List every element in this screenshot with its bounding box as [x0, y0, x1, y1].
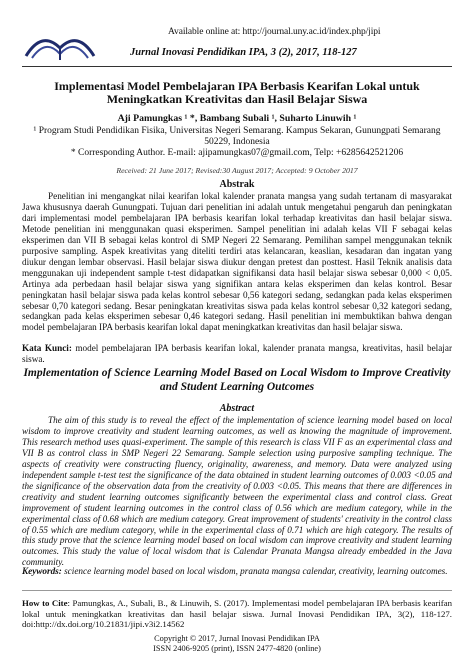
- copyright-line: Copyright © 2017, Jurnal Inovasi Pendidikan IPA: [154, 634, 320, 643]
- footer-copyright: [22, 634, 452, 655]
- how-to-cite-text: : Pamungkas, A., Subali, B., & Linuwih, S. (2017). Implementasi model pembelajaran IPA berbasis kearifan lokal untuk meningkatkan kreativitas dan hasil belajar siswa. Jurnal Inovasi Pendidikan IPA, 3(2), 118-127. doi:http://dx.doi.org/10.21831/jipi.v3i2.14562: [22, 598, 452, 630]
- affiliation-line: ¹ Program Studi Pendidikan Fisika, Universitas Negeri Semarang. Kampus Sekaran, Gunungpati Semarang 50229, Indonesia: [33, 126, 441, 147]
- keywords-label: Keywords:: [22, 566, 62, 576]
- header-divider: [22, 66, 452, 67]
- abstrak-body: Penelitian ini mengangkat nilai kearifan lokal kalender pranata mangsa yang sudah tertanam di masyarakat Jawa khususnya daerah Gunungpati. Tujuan dari penelitian ini adalah untuk mengetahui pengaruh dan peningkatan dari implementasi model pembelajaran IPA berbasis kearifan lokal terhadap kreativitas dan hasil belajar siswa. Metode penelitian ini menggunakan quasi eksperimen. Sampel penelitian ini adalah kelas VII F sebagai kelas eksperimen dan VII B sebagai kelas kontrol di SMP Negeri 22 Semarang. Pemilihan sampel menggunakan teknik purposive sampling. Aspek kreativitas yang diteliti terdiri atas kelancaran, keaslian, kesadaran dan ingatan yang diukur dengan lembar observasi. Hasil belajar siswa diukur dengan pretest dan posttest. Hasil Teknik analisis data menggunakan uji independent sample t-test didapatkan signifikansi data hasil belajar siswa sebesar 0,000 < 0,05. Artinya ada perbedaan hasil belajar siswa yang signifikan antara kelas eksperimen dan kelas kontrol. Besar peningkatan hasil belajar siswa pada kelas kontrol sebesar 0,56 kategori sedang, sedangkan pada kelas eksperimen sebesar 0,70 kategori sedang. Besar peningkatan kreativitas siswa pada kelas kontrol sebesar 0,32 kategori sedang, sedangkan pada kelas eksperimen sebesar 0,46 kategori sedang. Hasil penelitian ini membuktikan bahwa dengan model pembelajaran IPA berbasis kearifan lokal dapat meningkatkan kreativitas dan hasil belajar siswa.: [22, 191, 452, 333]
- kata-kunci: [22, 343, 452, 365]
- author-affiliation: [22, 126, 452, 159]
- kata-kunci-text: model pembelajaran IPA berbasis kearifan lokal, kalender pranata mangsa, kreativitas, hasil belajar siswa.: [22, 343, 452, 364]
- keywords-text: science learning model based on local wisdom, pranata mangsa calendar, creativity, learning outcomes.: [64, 566, 448, 576]
- available-online-text: Available online at: http://journal.uny.ac.id/index.php/jipi: [168, 27, 381, 37]
- article-dates: Received: 21 June 2017; Revised:30 August 2017; Accepted: 9 October 2017: [116, 166, 358, 175]
- how-to-cite-label: How to Cite: [22, 598, 68, 608]
- issn-line: ISSN 2406-9205 (print), ISSN 2477-4820 (online): [153, 644, 321, 654]
- journal-logo-icon: [22, 22, 98, 62]
- how-to-cite: [22, 598, 452, 630]
- article-authors: Aji Pamungkas ¹ *, Bambang Subali ¹, Suharto Linuwih ¹: [117, 113, 357, 124]
- kata-kunci-label: Kata Kunci:: [22, 343, 72, 353]
- english-keywords: [22, 566, 452, 577]
- article-title: Implementasi Model Pembelajaran IPA Berbasis Kearifan Lokal untuk Meningkatkan Kreativitas dan Hasil Belajar Siswa: [54, 79, 420, 106]
- english-title: Implementation of Science Learning Model Based on Local Wisdom to Improve Creativity and Student Learning Outcomes: [23, 367, 451, 393]
- abstract-body: The aim of this study is to reveal the effect of the implementation of science learning model based on local wisdom to improve creativity and student learning outcomes, as well as knowing the magnitude of improvement. This research method uses quasi-experiment. The sample of this research is class VII F as an experimental class and VII B as control class in SMP Negeri 22 Semarang. Sample selection using purposive sampling technique. The aspects of creativity were constructing fluency, originality, awareness, and memory. Data were analyzed using independent sample t-test test the significance of the data obtained in student learning outcomes of 0.003 <0.05 and the significance of the observation data from the creativity of 0.003 <0.05. This means that there are differences in creativity and student learning outcomes significantly between the experimental class and control class. Great improvement of student learning outcomes in the control class of 0.56 which are medium category, while in the experimental class of 0.68 which are medium category. Great improvement of students' creativity in the control class of 0.55 which are medium category, while in the experimental class of 0.71 which are high category. The results of this study prove that the science learning model based on local wisdom can improve creativity and student learning outcomes. This study the value of local wisdom that is Calendar Pranata Mangsa already embedded in the Java community.: [22, 415, 452, 568]
- corresponding-author: * Corresponding Author. E-mail: ajipamungkas07@gmail.com, Telp: +6285642521206: [70, 148, 404, 158]
- journal-citation-header: Jurnal Inovasi Pendidikan IPA, 3 (2), 2017, 118-127: [130, 47, 357, 58]
- abstract-heading: Abstract: [219, 403, 255, 414]
- citation-divider: [22, 590, 452, 591]
- abstrak-heading: Abstrak: [219, 179, 255, 190]
